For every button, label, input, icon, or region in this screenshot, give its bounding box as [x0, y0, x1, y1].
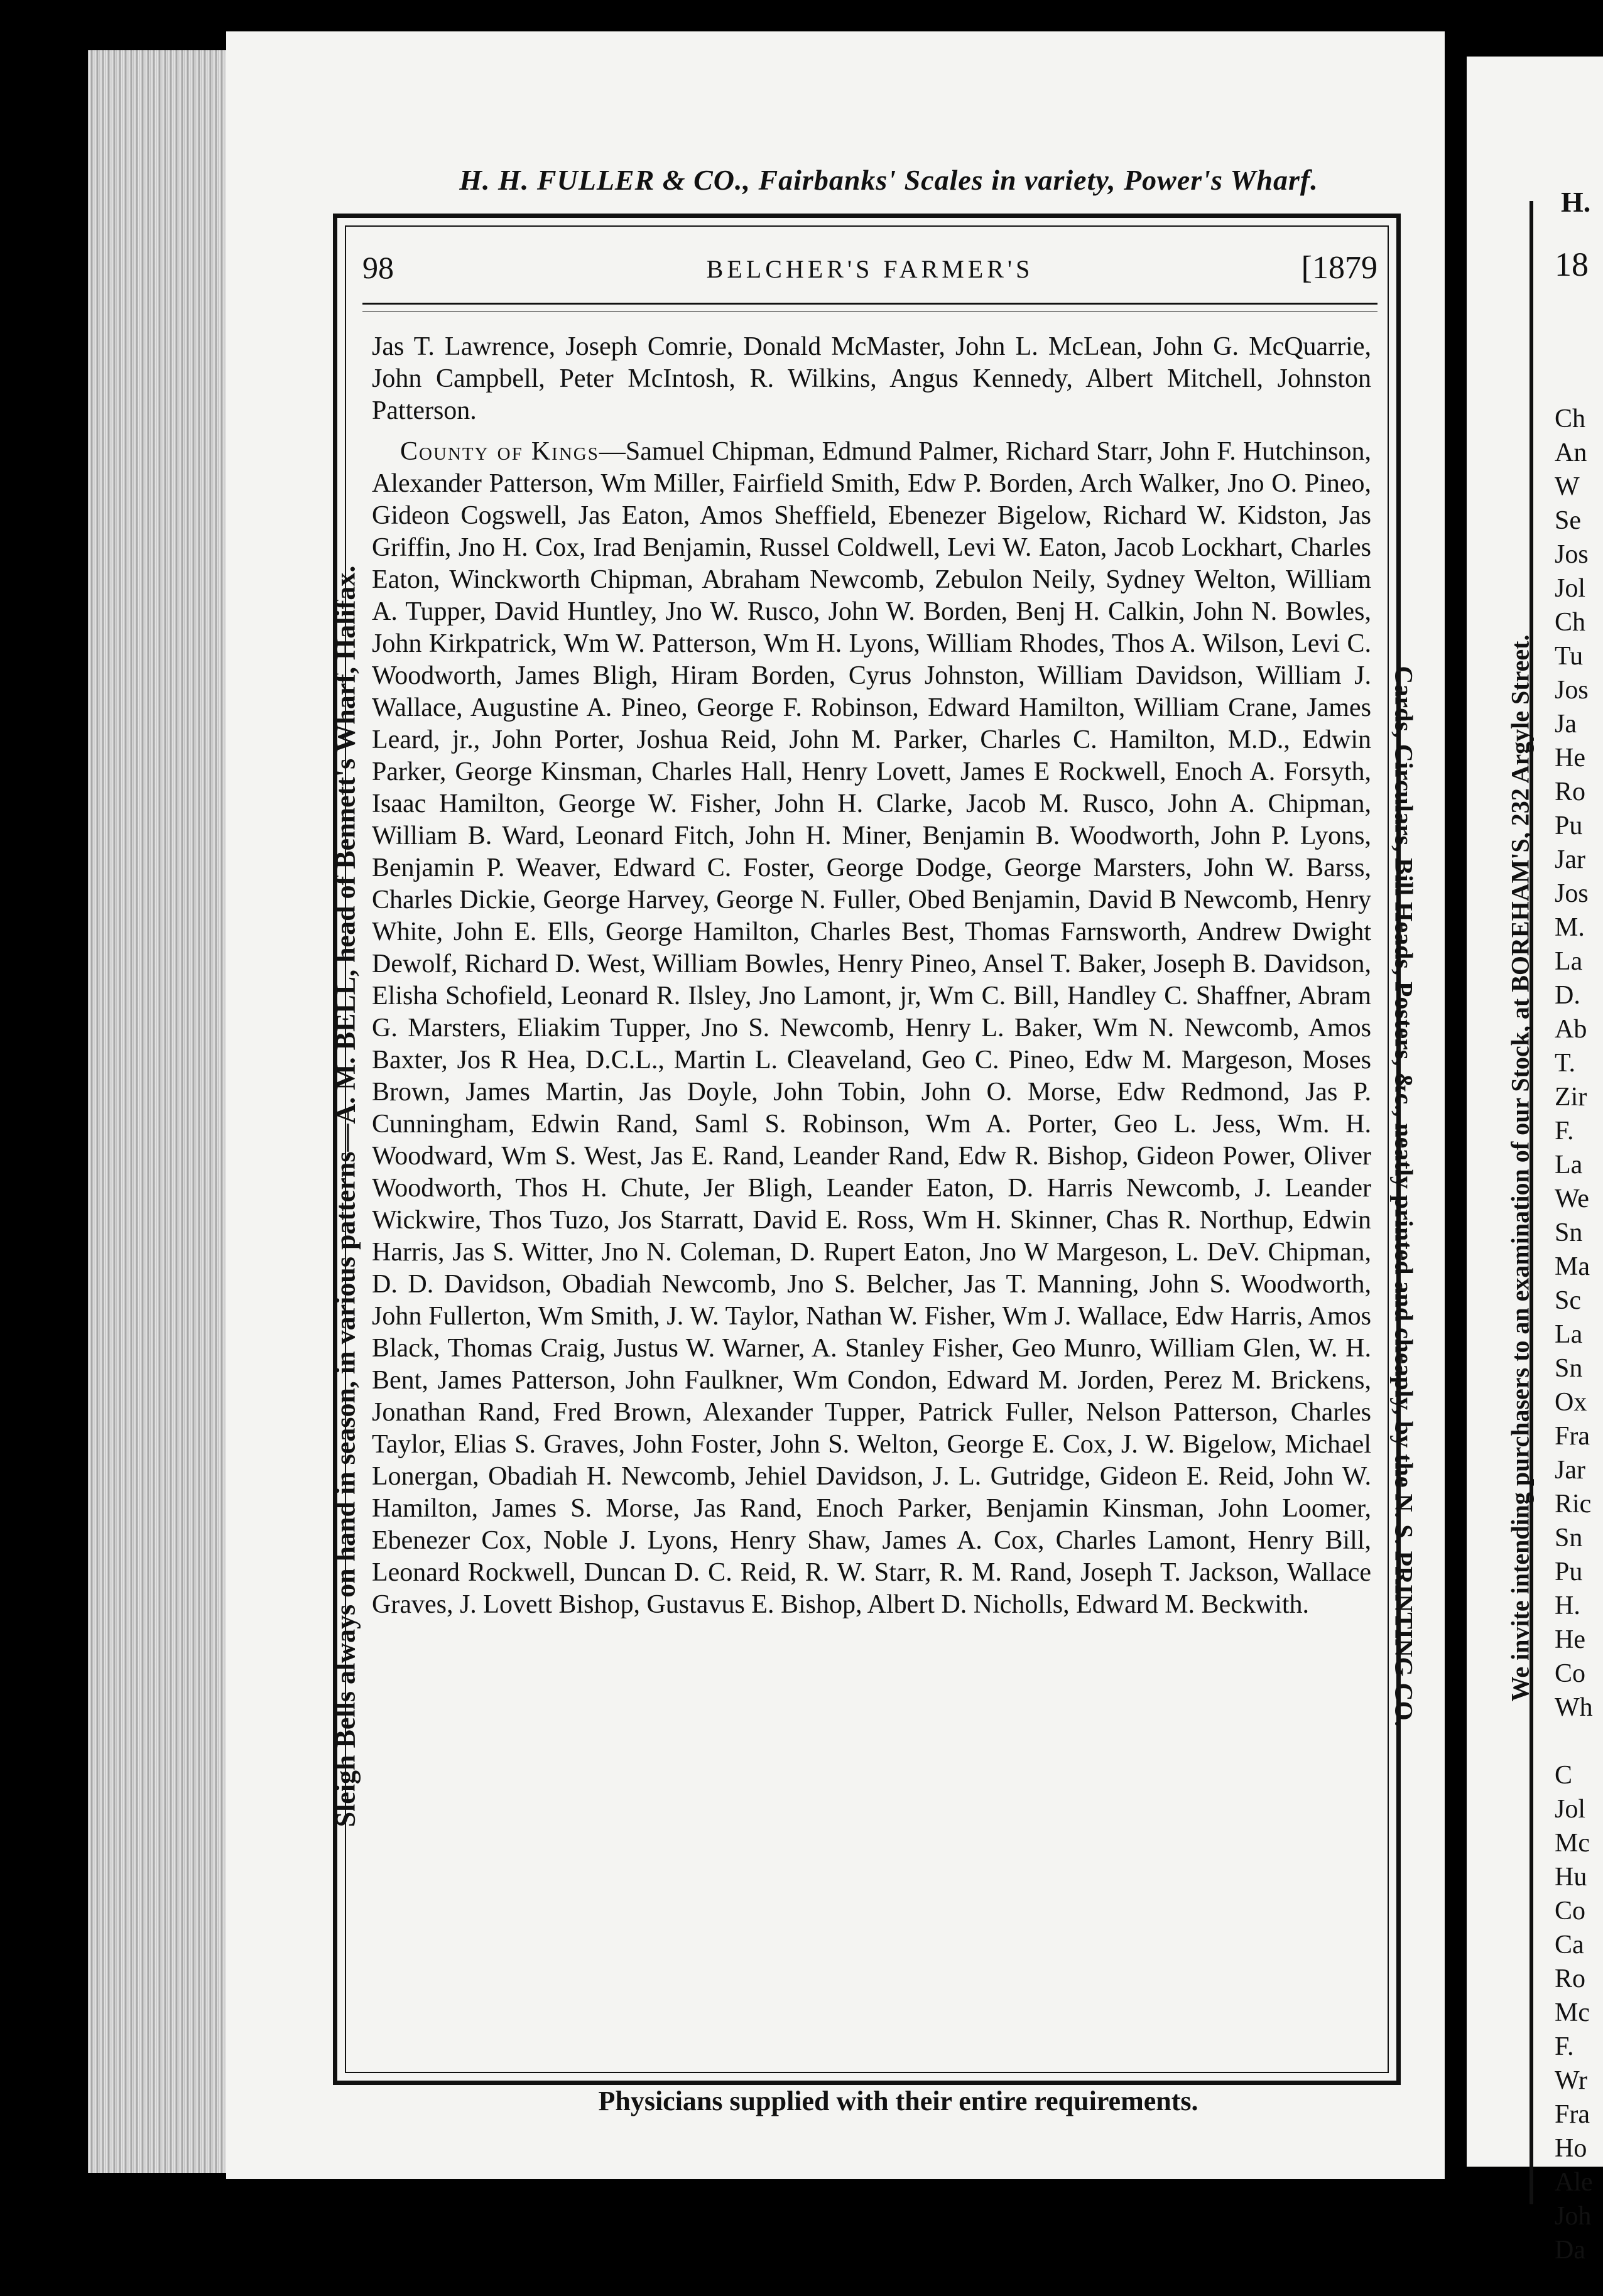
- adjacent-line-fragment: Ro: [1555, 1964, 1586, 1993]
- adjacent-line-fragment: Da: [1555, 2236, 1585, 2265]
- adjacent-line-fragment: Jos: [1555, 676, 1589, 705]
- adjacent-line-fragment: Pu: [1555, 811, 1583, 840]
- adjacent-line-fragment: Ma: [1555, 1252, 1590, 1281]
- adjacent-line-fragment: Jol: [1555, 1795, 1586, 1824]
- adjacent-line-fragment: Ja: [1555, 710, 1577, 739]
- adjacent-line-fragment: Hu: [1555, 1863, 1587, 1892]
- adjacent-line-fragment: He: [1555, 744, 1585, 772]
- adjacent-line-fragment: Mc: [1555, 1998, 1590, 2027]
- left-margin-advertisement: Sleigh Bells always on hand in season, in various patterns—A. M. BELL, head of Bennett's Wharf, Halifax.: [330, 565, 361, 1828]
- adjacent-line-fragment: Wh: [1555, 1693, 1593, 1722]
- adjacent-line-fragment: Fra: [1555, 2100, 1590, 2129]
- adjacent-line-fragment: Ca: [1555, 1930, 1584, 1959]
- adjacent-line-fragment: Jar: [1555, 1456, 1585, 1485]
- adjacent-line-fragment: Ox: [1555, 1388, 1587, 1417]
- adjacent-line-fragment: We: [1555, 1184, 1589, 1213]
- adjacent-line-fragment: F.: [1555, 1117, 1574, 1145]
- adjacent-line-fragment: Tu: [1555, 642, 1584, 671]
- adjacent-vertical-advertisement: We invite intending purchasers to an examination of our Stock, at BOREHAM'S, 232 Argyle Street.: [1506, 634, 1535, 1702]
- adjacent-line-fragment: Sn: [1555, 1524, 1583, 1552]
- book-page: [226, 31, 1445, 2179]
- adjacent-line-fragment: Fra: [1555, 1422, 1590, 1451]
- adjacent-line-fragment: Sn: [1555, 1354, 1583, 1383]
- right-margin-advertisement: Cards, Circulars, Bill Heads, Posters, &c., neatly printed and cheaply, by the N. S. PRINTING CO.: [1389, 666, 1418, 1727]
- adjacent-line-fragment: La: [1555, 1151, 1583, 1179]
- adjacent-line-fragment: Jar: [1555, 845, 1585, 874]
- adjacent-line-fragment: Joh: [1555, 2202, 1592, 2231]
- adjacent-year-fragment: 18: [1555, 246, 1589, 283]
- adjacent-line-fragments: [1555, 402, 1593, 2267]
- adjacent-top-fragment: H.: [1561, 186, 1591, 218]
- county-names: —Samuel Chipman, Edmund Palmer, Richard Starr, John F. Hutchinson, Alexander Patterson, Wm Miller, Fairfield Smith, Edw P. Borden, Arch Walker, Jno O. Pineo, Gideon Cogswell, Jas Eaton, Amos Sheffield, Ebenezer Bigelow, Richard W. Kidston, Jas Griffin, Jno H. Cox, Irad Benjamin, Russel Coldwell, Levi W. Eaton, Jacob Lockhart, Charles Eaton, Winckworth Chipman, Abraham Newcomb, Zebulon Neily, Sydney Welton, William A. Tupper, David Huntley, Jno W. Rusco, John W. Borden, Benj H. Calkin, John N. Bowles, John Kirkpatrick, Wm W. Patterson, Wm H. Lyons, William Rhodes, Thos A. Wilson, Levi C. Woodworth, James Bligh, Hiram Borden, Cyrus Johnston, William Davidson, William J. Wallace, Augustine A. Pineo, George F. Robinson, Edward Hamilton, William Crane, James Leard, jr., John Porter, Joshua Reid, John M. Parker, Charles C. Hamilton, M.D., Edwin Parker, George Kinsman, Charles Hall, Henry Lovett, James E Rockwell, Enoch A. Forsyth, Isaac Hamilton, George W. Fisher, John H. Clarke, Jacob M. Rusco, John A. Chipman, William B. Ward, Leonard Fitch, John H. Miner, Benjamin B. Woodworth, John P. Lyons, Benjamin P. Weaver, Edward C. Foster, George Dodge, George Marsters, John W. Barss, Charles Dickie, George Harvey, George N. Fuller, Obed Benjamin, David B Newcomb, Henry White, John E. Ells, George Hamilton, Charles Best, Thomas Farnsworth, Andrew Dwight Dewolf, Richard D. West, William Bowles, Henry Pineo, Ansel T. Baker, Joseph B. Davidson, Elisha Schofield, Leonard R. Ilsley, Jno Lamont, jr, Wm C. Bill, Handley C. Shaffner, Abram G. Marsters, Eliakim Tupper, Jno S. Newcomb, Henry L. Baker, Wm N. Newcomb, Amos Baxter, Jos R Hea, D.C.L., Martin L. Cleaveland, Geo C. Pineo, Edw M. Margeson, Moses Brown, James Martin, Jas Doyle, John Tobin, John O. Morse, Edw Redmond, Jas P. Cunningham, Edwin Rand, Saml S. Robinson, Wm A. Porter, Geo L. Jess, Wm. H. Woodward, Wm S. West, Jas E. Rand, Leander Rand, Edw R. Bishop, Gideon Power, Oliver Woodworth, Thos H. Chute, Jer Bligh, Leander Eaton, D. Harris Newcomb, J. Leander Wickwire, Thos Tuzo, Jos Starratt, David E. Ross, Wm H. Skinner, Chas R. Northup, Edwin Harris, Jas S. Witter, Jno N. Coleman, D. Rupert Eaton, Jno W Margeson, L. DeV. Chipman, D. D. Davidson, Obadiah Newcomb, Jno S. Belcher, Jas T. Manning, John S. Woodworth, John Fullerton, Wm Smith, J. W. Taylor, Nathan W. Fisher, Wm J. Wallace, Edw Harris, Amos Black, Thomas Craig, Justus W. Warner, A. Stanley Fisher, Geo Munro, William Glen, W. H. Bent, James Patterson, John Faulkner, Wm Condon, Edward M. Jorden, Perez M. Brickens, Jonathan Rand, Fred Brown, Alexander Tupper, Patrick Fuller, Nelson Patterson, Charles Taylor, Elias S. Graves, John Foster, John S. Welton, George E. Cox, J. W. Bigelow, Michael Lonergan, Obadiah H. Newcomb, Jehiel Davidson, J. L. Gutridge, Gideon E. Reid, John W. Hamilton, James S. Morse, Jas Rand, Enoch Parker, Benjamin Kinsman, John Loomer, Ebenezer Cox, Noble J. Lyons, Henry Shaw, James A. Cox, Charles Lamont, Henry Bill, Leonard Rockwell, Duncan D. C. Reid, R. W. Starr, R. M. Rand, Joseph T. Jackson, Wallace Graves, J. Lovett Bishop, Gustavus E. Bishop, Albert D. Nicholls, Edward M. Beckwith.: [372, 437, 1371, 1619]
- adjacent-line-fragment: Jos: [1555, 879, 1589, 908]
- adjacent-line-fragment: Co: [1555, 1659, 1586, 1688]
- bottom-advertisement: Physicians supplied with their entire requirements.: [598, 2086, 1198, 2116]
- adjacent-line-fragment: Se: [1555, 506, 1581, 535]
- adjacent-line-fragment: Ale: [1555, 2168, 1593, 2197]
- adjacent-line-fragment: Ho: [1555, 2134, 1587, 2163]
- adjacent-line-fragment: An: [1555, 438, 1587, 467]
- running-header: [362, 249, 1377, 293]
- adjacent-line-fragment: Mc: [1555, 1829, 1590, 1858]
- paragraph-continued: Jas T. Lawrence, Joseph Comrie, Donald McMaster, John L. McLean, John G. McQuarrie, John Campbell, Peter McIntosh, R. Wilkins, Angus Kennedy, Albert Mitchell, Johnston Patterson.: [372, 332, 1371, 425]
- adjacent-line-fragment: W: [1555, 472, 1580, 501]
- top-advertisement: H. H. FULLER & CO., Fairbanks' Scales in variety, Power's Wharf.: [459, 164, 1318, 196]
- header-year: [1879: [1301, 250, 1377, 286]
- adjacent-line-fragment: D.: [1555, 981, 1580, 1010]
- body-text: [372, 331, 1371, 1621]
- adjacent-line-fragment: Sc: [1555, 1286, 1581, 1315]
- adjacent-line-fragment: Zir: [1555, 1083, 1587, 1112]
- adjacent-line-fragment: F.: [1555, 2032, 1574, 2061]
- adjacent-line-fragment: Co: [1555, 1897, 1586, 1925]
- adjacent-line-fragment: Ro: [1555, 777, 1586, 806]
- adjacent-line-fragment: He: [1555, 1625, 1585, 1654]
- adjacent-line-fragment: Ch: [1555, 608, 1586, 637]
- text-frame: [333, 214, 1401, 2085]
- adjacent-line-fragment: Ch: [1555, 404, 1586, 433]
- adjacent-line-fragment: Sn: [1555, 1218, 1583, 1247]
- adjacent-line-fragment: La: [1555, 947, 1583, 976]
- adjacent-line-fragment: Wr: [1555, 2066, 1587, 2095]
- running-title: BELCHER'S FARMER'S: [706, 255, 1034, 283]
- county-label: County of Kings: [400, 437, 599, 466]
- adjacent-line-fragment: Ric: [1555, 1490, 1592, 1519]
- adjacent-line-fragment: C: [1555, 1761, 1573, 1790]
- adjacent-page: [1467, 57, 1603, 2265]
- adjacent-line-fragment: T.: [1555, 1049, 1576, 1078]
- adjacent-line-fragment: La: [1555, 1320, 1583, 1349]
- adjacent-line-fragment: Jol: [1555, 574, 1586, 603]
- page-number: 98: [362, 250, 394, 285]
- page-edges: [88, 50, 232, 2173]
- adjacent-line-fragment: [1555, 1725, 1593, 1758]
- adjacent-line-fragment: Jos: [1555, 540, 1589, 569]
- adjacent-line-fragment: Ab: [1555, 1015, 1587, 1044]
- paragraph-county-of-kings: [372, 436, 1371, 1621]
- adjacent-line-fragment: H.: [1555, 1591, 1580, 1620]
- adjacent-line-fragment: M.: [1555, 913, 1585, 942]
- header-rule: [362, 303, 1377, 311]
- adjacent-line-fragment: Pu: [1555, 1557, 1583, 1586]
